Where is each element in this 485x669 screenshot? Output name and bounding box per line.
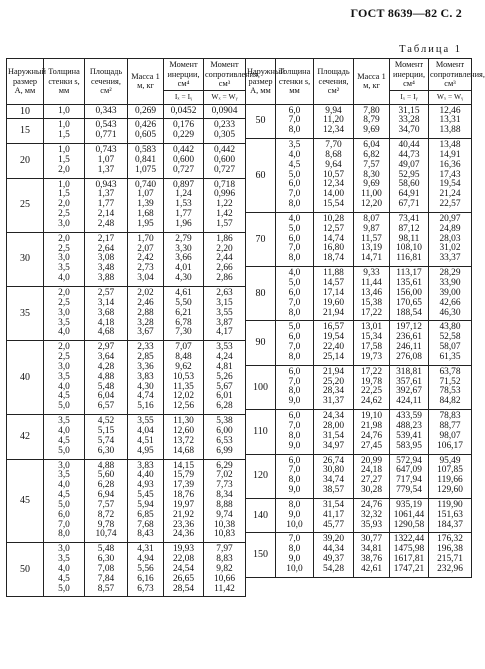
- inertia-cell: 2,79 3,30 3,66 4,01 4,30: [164, 232, 204, 286]
- area-cell: 2,97 3,64 4,28 4,88 5,48 6,04 6,57: [85, 341, 128, 415]
- table-body: [7, 104, 246, 597]
- outer-size-cell: 70: [246, 212, 276, 266]
- table-header: [7, 59, 260, 105]
- table-row: [246, 321, 472, 365]
- outer-size-cell: 50: [246, 104, 276, 139]
- table-row: [7, 119, 246, 144]
- wall-cell: 4,0 5,0 6,0 7,0 8,0: [276, 267, 314, 321]
- mass-cell: 9,33 11,44 13,46 15,38 17,22: [354, 267, 390, 321]
- mass-cell: 6,04 6,82 7,57 8,30 9,69 11,00 12,20: [354, 139, 390, 213]
- inertia-cell: 4,61 5,50 6,21 6,78 7,30: [164, 287, 204, 341]
- col-resist-eq: Wₓ = Wᵧ: [429, 90, 472, 104]
- wall-cell: 6,0 7,0 8,0 9,0: [276, 454, 314, 498]
- outer-size-cell: 35: [7, 287, 44, 341]
- area-cell: 24,34 28,00 31,54 34,97: [314, 410, 354, 454]
- outer-size-cell: 90: [246, 321, 276, 365]
- col-resist: Момент сопротивления, см³: [430, 60, 485, 88]
- outer-size-cell: 60: [246, 139, 276, 213]
- mass-cell: 8,07 9,87 11,57 13,19 14,71: [354, 212, 390, 266]
- table-body: [246, 104, 472, 577]
- area-cell: 9,94 11,20 12,34: [314, 104, 354, 139]
- wall-cell: 6,0 7,0 8,0 9,0: [276, 365, 314, 409]
- resist-cell: 63,78 71,52 78,53 84,82: [429, 365, 472, 409]
- outer-size-cell: 50: [7, 543, 44, 597]
- wall-cell: 1,0 1,5 2,0 2,5 3,0: [44, 178, 85, 232]
- mass-cell: 7,80 8,79 9,69: [354, 104, 390, 139]
- table-row: [246, 104, 472, 139]
- table-row: [7, 144, 246, 179]
- resist-cell: 43,80 52,58 58,07 61,35: [429, 321, 472, 365]
- col-inertia: Момент инерции, см⁴: [390, 59, 429, 91]
- inertia-cell: 40,44 44,73 49,07 52,95 58,60 64,91 67,71: [390, 139, 429, 213]
- wall-cell: 6,0 7,0 8,0: [276, 104, 314, 139]
- table-row: [7, 104, 246, 119]
- outer-size-cell: 15: [7, 119, 44, 144]
- table-row: [7, 415, 246, 459]
- area-cell: 0,943 1,37 1,77 2,14 2,48: [85, 178, 128, 232]
- table-row: [7, 543, 246, 597]
- area-cell: 7,70 8,68 9,64 10,57 12,34 14,00 15,54: [314, 139, 354, 213]
- col-area: Площадь сечения, см²: [85, 59, 128, 105]
- inertia-cell: 73,41 87,12 98,11 108,10 116,81: [390, 212, 429, 266]
- resist-cell: 119,90 151,63 184,37: [429, 498, 472, 533]
- inertia-cell: 433,59 488,23 539,41 583,95: [390, 410, 429, 454]
- area-cell: 39,20 44,34 49,37 54,28: [314, 533, 354, 577]
- resist-cell: 3,53 4,24 4,81 5,26 5,67 6,01 6,28: [204, 341, 246, 415]
- resist-cell: 12,46 13,31 13,88: [429, 104, 472, 139]
- area-cell: 5,48 6,30 7,08 7,84 8,57: [85, 543, 128, 597]
- outer-size-cell: 10: [7, 104, 44, 119]
- outer-size-cell: 30: [7, 232, 44, 286]
- wall-cell: 2,0 2,5 3,0 3,5 4,0 4,5 5,0: [44, 341, 85, 415]
- area-cell: 31,54 41,17 45,77: [314, 498, 354, 533]
- table-row: [246, 533, 472, 577]
- area-cell: 2,57 3,14 3,68 4,18 4,68: [85, 287, 128, 341]
- inertia-cell: 1322,44 1475,98 1617,81 1747,21: [390, 533, 429, 577]
- resist-cell: 2,63 3,15 3,55 3,87 4,17: [204, 287, 246, 341]
- area-cell: 11,88 14,57 17,14 19,60 21,94: [314, 267, 354, 321]
- mass-cell: 24,76 32,32 35,93: [354, 498, 390, 533]
- wall-cell: 3,5 4,0 4,5 5,0 6,0 7,0 8,0: [276, 139, 314, 213]
- resist-cell: 5,38 6,00 6,53 6,99: [204, 415, 246, 459]
- resist-cell: 6,29 7,02 7,73 8,34 8,88 9,74 10,38 10,83: [204, 459, 246, 543]
- wall-cell: 2,0 2,5 3,0 3,5 4,0: [44, 287, 85, 341]
- outer-size-cell: 110: [246, 410, 276, 454]
- col-resist: Момент сопротивления, см³: [205, 60, 260, 88]
- table-label: Таблица 1: [399, 44, 462, 55]
- page-header: ГОСТ 8639—82 С. 2: [350, 6, 462, 20]
- outer-size-cell: 42: [7, 415, 44, 459]
- outer-size-cell: 80: [246, 267, 276, 321]
- inertia-cell: 0,176 0,229: [164, 119, 204, 144]
- table-row: [246, 454, 472, 498]
- mass-cell: 30,77 34,81 38,76 42,61: [354, 533, 390, 577]
- mass-cell: 2,02 2,46 2,88 3,28 3,67: [128, 287, 164, 341]
- col-outer-size: Наружный размер A, мм: [246, 59, 276, 105]
- outer-size-cell: 120: [246, 454, 276, 498]
- area-cell: 4,52 5,15 5,74 6,30: [85, 415, 128, 459]
- resist-cell: 7,97 8,83 9,82 10,66 11,42: [204, 543, 246, 597]
- resist-cell: 20,97 24,89 28,03 31,02 33,37: [429, 212, 472, 266]
- dimensions-table-left: [6, 58, 260, 597]
- wall-cell: 5,0 6,0 7,0 8,0: [276, 321, 314, 365]
- inertia-cell: 318,81 357,61 392,67 424,11: [390, 365, 429, 409]
- wall-cell: 3,0 3,5 4,0 4,5 5,0 6,0 7,0 8,0: [44, 459, 85, 543]
- col-resist-eq: Wₓ = Wᵧ: [204, 90, 246, 104]
- resist-cell: 0,0904: [204, 104, 246, 119]
- outer-size-cell: 45: [7, 459, 44, 543]
- inertia-cell: 0,442 0,600 0,727: [164, 144, 204, 179]
- table-row: [7, 232, 246, 286]
- wall-cell: 3,0 3,5 4,0 4,5 5,0: [44, 543, 85, 597]
- inertia-cell: 31,15 33,28 34,70: [390, 104, 429, 139]
- resist-cell: 0,442 0,600 0,727: [204, 144, 246, 179]
- col-mass: Масса 1 м, кг: [128, 59, 164, 105]
- resist-cell: 78,83 88,77 98,07 106,17: [429, 410, 472, 454]
- table-row: [7, 459, 246, 543]
- area-cell: 21,94 25,20 28,34 31,37: [314, 365, 354, 409]
- mass-cell: 0,269: [128, 104, 164, 119]
- wall-cell: 1,0: [44, 104, 85, 119]
- table-row: [7, 178, 246, 232]
- mass-cell: 4,31 4,94 5,56 6,16 6,73: [128, 543, 164, 597]
- resist-cell: 176,32 196,38 215,71 232,96: [429, 533, 472, 577]
- mass-cell: 3,83 4,40 4,93 5,45 5,94 6,85 7,68 8,43: [128, 459, 164, 543]
- wall-cell: 6,0 7,0 8,0 9,0: [276, 410, 314, 454]
- resist-cell: 13,48 14,91 16,36 17,43 19,54 21,24 22,57: [429, 139, 472, 213]
- area-cell: 0,743 1,07 1,37: [85, 144, 128, 179]
- wall-cell: 2,0 2,5 3,0 3,5 4,0: [44, 232, 85, 286]
- wall-cell: 4,0 5,0 6,0 7,0 8,0: [276, 212, 314, 266]
- table-row: [246, 365, 472, 409]
- col-mass: Масса 1 м, кг: [354, 59, 390, 105]
- area-cell: 26,74 30,80 34,74 38,57: [314, 454, 354, 498]
- outer-size-cell: 140: [246, 498, 276, 533]
- resist-cell: 0,718 0,996 1,22 1,42 1,57: [204, 178, 246, 232]
- wall-cell: 8,0 9,0 10,0: [276, 498, 314, 533]
- outer-size-cell: 25: [7, 178, 44, 232]
- mass-cell: 0,740 1,07 1,39 1,68 1,95: [128, 178, 164, 232]
- table-header: [246, 59, 485, 105]
- mass-cell: 0,583 0,841 1,075: [128, 144, 164, 179]
- resist-cell: 28,29 33,90 39,00 42,66 46,30: [429, 267, 472, 321]
- table-row: [246, 410, 472, 454]
- col-outer-size: Наружный размер A, мм: [7, 59, 44, 105]
- wall-cell: 7,0 8,0 9,0 10,0: [276, 533, 314, 577]
- table-row: [246, 267, 472, 321]
- table-row: [246, 498, 472, 533]
- inertia-cell: 197,12 236,61 246,11 276,08: [390, 321, 429, 365]
- mass-cell: 2,33 2,85 3,36 3,83 4,30 4,74 5,16: [128, 341, 164, 415]
- mass-cell: 17,22 19,78 22,25 24,62: [354, 365, 390, 409]
- outer-size-cell: 20: [7, 144, 44, 179]
- wall-cell: 1,0 1,5 2,0: [44, 144, 85, 179]
- wall-cell: 3,5 4,0 4,5 5,0: [44, 415, 85, 459]
- table-row: [7, 287, 246, 341]
- inertia-cell: 0,897 1,24 1,53 1,77 1,96: [164, 178, 204, 232]
- area-cell: 0,543 0,771: [85, 119, 128, 144]
- mass-cell: 1,70 2,07 2,42 2,73 3,04: [128, 232, 164, 286]
- area-cell: 10,28 12,57 14,74 16,80 18,74: [314, 212, 354, 266]
- resist-cell: 0,233 0,305: [204, 119, 246, 144]
- area-cell: 0,343: [85, 104, 128, 119]
- inertia-cell: 19,93 22,08 24,54 26,65 28,54: [164, 543, 204, 597]
- table-row: [7, 341, 246, 415]
- mass-cell: 20,99 24,18 27,27 30,28: [354, 454, 390, 498]
- col-inertia-eq: Iₓ = Iᵧ: [390, 90, 429, 104]
- mass-cell: 19,10 21,98 24,76 27,45: [354, 410, 390, 454]
- inertia-cell: 7,07 8,48 9,62 10,53 11,35 12,02 12,56: [164, 341, 204, 415]
- outer-size-cell: 150: [246, 533, 276, 577]
- col-wall: Толщина стенки s, мм: [276, 59, 314, 105]
- col-area: Площадь сечения, см²: [314, 59, 354, 105]
- col-wall: Толщина стенки s, мм: [44, 59, 85, 105]
- area-cell: 4,88 5,60 6,28 6,94 7,57 8,72 9,78 10,74: [85, 459, 128, 543]
- table-row: [246, 139, 472, 213]
- outer-size-cell: 40: [7, 341, 44, 415]
- area-cell: 2,17 2,64 3,08 3,48 3,88: [85, 232, 128, 286]
- mass-cell: 3,55 4,04 4,51 4,95: [128, 415, 164, 459]
- wall-cell: 1,0 1,5: [44, 119, 85, 144]
- inertia-cell: 113,17 135,61 156,00 170,65 188,54: [390, 267, 429, 321]
- inertia-cell: 0,0452: [164, 104, 204, 119]
- mass-cell: 0,426 0,605: [128, 119, 164, 144]
- col-inertia: Момент инерции, см⁴: [164, 59, 204, 91]
- outer-size-cell: 100: [246, 365, 276, 409]
- table-row: [246, 212, 472, 266]
- area-cell: 16,57 19,54 22,40 25,14: [314, 321, 354, 365]
- mass-cell: 13,01 15,34 17,58 19,73: [354, 321, 390, 365]
- inertia-cell: 11,30 12,60 13,72 14,68: [164, 415, 204, 459]
- col-inertia-eq: Iₓ = Iᵧ: [164, 90, 204, 104]
- inertia-cell: 935,19 1061,44 1290,58: [390, 498, 429, 533]
- resist-cell: 1,86 2,20 2,44 2,66 2,86: [204, 232, 246, 286]
- dimensions-table-right: [245, 58, 485, 578]
- inertia-cell: 572,94 647,09 717,94 779,54: [390, 454, 429, 498]
- resist-cell: 95,49 107,85 119,66 129,60: [429, 454, 472, 498]
- inertia-cell: 14,15 15,79 17,39 18,76 19,97 21,92 23,36 24,36: [164, 459, 204, 543]
